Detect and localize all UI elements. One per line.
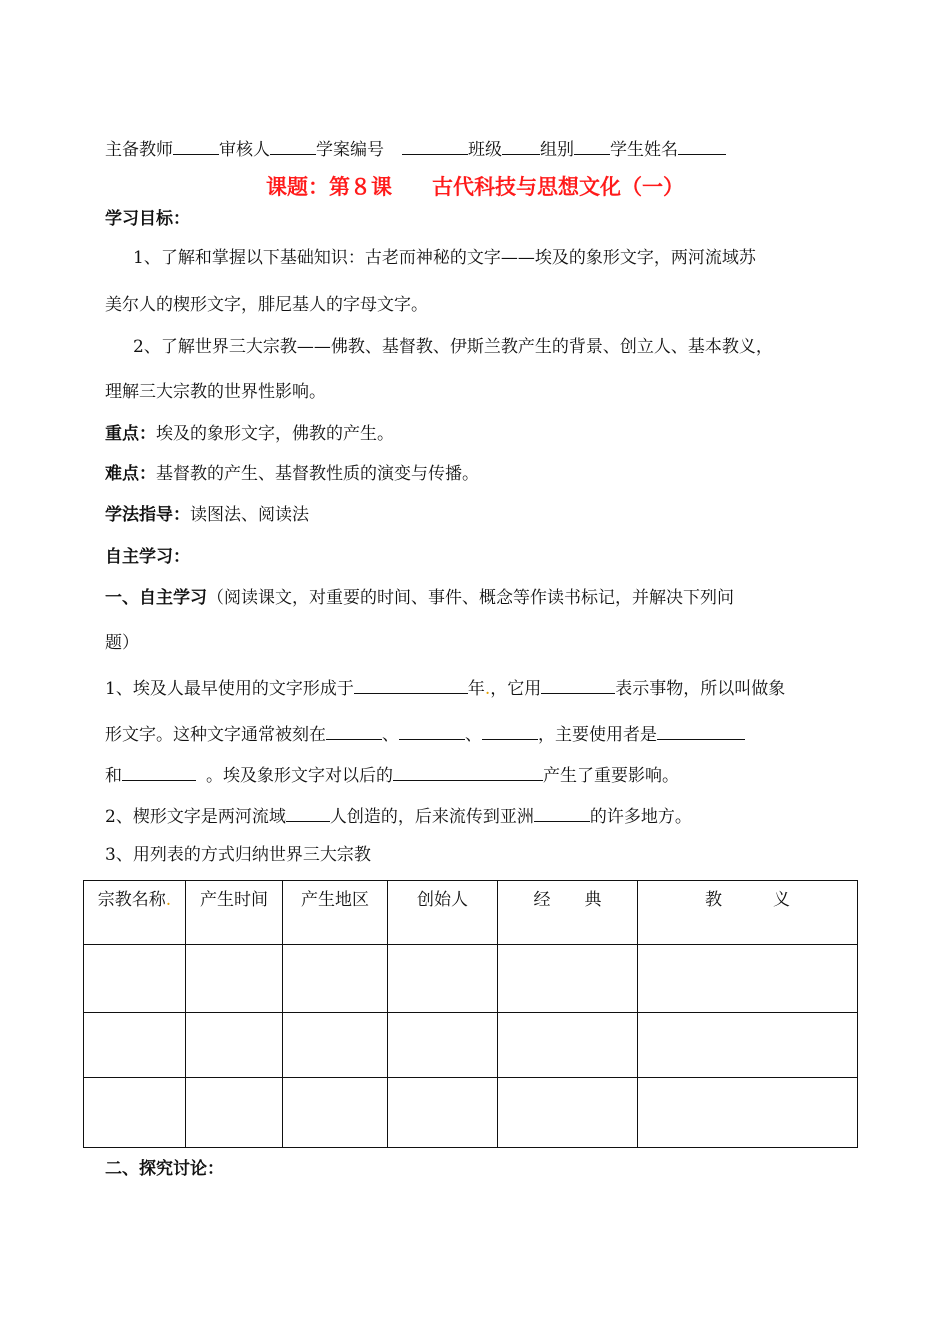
table-cell[interactable]: [638, 1013, 858, 1078]
q2-people-blank[interactable]: [286, 803, 330, 822]
section-1-note: （阅读课文，对重要的时间、事件、概念等作读书标记，并解决下列问: [207, 588, 734, 608]
class-blank[interactable]: [502, 136, 540, 155]
table-cell[interactable]: [84, 1013, 186, 1078]
table-cell[interactable]: [498, 1013, 638, 1078]
table-cell[interactable]: [638, 1078, 858, 1148]
table-cell[interactable]: [84, 945, 186, 1013]
page-title: [0, 174, 950, 200]
table-cell[interactable]: [186, 1013, 283, 1078]
q1-material-blank-1[interactable]: [326, 721, 382, 740]
q1-user-blank-1[interactable]: [657, 721, 745, 740]
key-point-text: 埃及的象形文字，佛教的产生。: [156, 424, 394, 444]
q1-symbol-blank[interactable]: [541, 675, 615, 694]
difficulty-label: 难点：: [105, 464, 156, 484]
table-row: [84, 945, 858, 1013]
header-founder: 创始人: [388, 881, 498, 945]
table-cell[interactable]: [84, 1078, 186, 1148]
group-blank[interactable]: [574, 136, 610, 155]
header-religion-name: 宗教名称.: [84, 881, 186, 945]
difficulty: [105, 463, 479, 485]
table-row: [84, 1013, 858, 1078]
header-line: [105, 136, 726, 161]
table-cell[interactable]: [283, 1078, 388, 1148]
q1-material-blank-2[interactable]: [399, 721, 465, 740]
teacher-blank[interactable]: [173, 136, 219, 155]
objective-1-line-2: 美尔人的楔形文字，腓尼基人的字母文字。: [105, 295, 428, 315]
table-cell[interactable]: [186, 945, 283, 1013]
table-cell[interactable]: [283, 945, 388, 1013]
q1-material-blank-3[interactable]: [482, 721, 538, 740]
q1-influence-blank[interactable]: [393, 762, 543, 781]
question-1-line-1: 1、埃及人最早使用的文字形成于 年.，它用 表示事物，所以叫做象: [105, 675, 785, 700]
title-topic: 古代科技与思想文化（一）: [432, 175, 684, 199]
key-point-label: 重点：: [105, 424, 156, 444]
table-cell[interactable]: [388, 1013, 498, 1078]
case-no-blank[interactable]: [402, 136, 468, 155]
method-text: 读图法、阅读法: [190, 505, 309, 525]
objective-2-line-2: 理解三大宗教的世界性影响。: [105, 382, 326, 402]
student-label: 学生姓名: [610, 140, 678, 160]
q1-year-blank[interactable]: [354, 675, 468, 694]
class-label: 班级: [468, 140, 502, 160]
reviewer-label: 审核人: [219, 140, 270, 160]
objectives-heading: 学习目标：: [105, 209, 190, 229]
table-row: [84, 1078, 858, 1148]
teacher-label: 主备教师: [105, 140, 173, 160]
table-header-row: [84, 881, 858, 945]
discussion-heading: 二、探究讨论：: [105, 1159, 224, 1179]
question-1-line-3: 和 。埃及象形文字对以后的 产生了重要影响。: [105, 762, 679, 787]
section-1-label: 一、自主学习: [105, 588, 207, 608]
reviewer-blank[interactable]: [270, 136, 316, 155]
method-label: 学法指导：: [105, 505, 190, 525]
title-lesson: 课题：第８课: [266, 175, 392, 199]
key-point: [105, 423, 394, 445]
header-origin-region: 产生地区: [283, 881, 388, 945]
religion-table: [83, 880, 858, 1148]
table-cell[interactable]: [388, 1078, 498, 1148]
header-scripture: 经 典: [498, 881, 638, 945]
self-study-heading: 自主学习：: [105, 547, 190, 567]
q2-region-blank[interactable]: [534, 803, 590, 822]
group-label: 组别: [540, 140, 574, 160]
section-1-line-2: 题）: [105, 633, 139, 653]
table-cell[interactable]: [638, 945, 858, 1013]
question-1-line-2: 形文字。这种文字通常被刻在 、 、 ，主要使用者是: [105, 721, 745, 746]
table-cell[interactable]: [283, 1013, 388, 1078]
table-cell[interactable]: [498, 945, 638, 1013]
header-doctrine: 教 义: [638, 881, 858, 945]
table-cell[interactable]: [388, 945, 498, 1013]
objective-1-line-1: 1、了解和掌握以下基础知识：古老而神秘的文字——埃及的象形文字，两河流域苏: [133, 248, 756, 268]
q1-user-blank-2[interactable]: [122, 762, 196, 781]
table-cell[interactable]: [498, 1078, 638, 1148]
case-no-label: 学案编号: [316, 140, 384, 160]
table-cell[interactable]: [186, 1078, 283, 1148]
question-2: 2、楔形文字是两河流域 人创造的，后来流传到亚洲 的许多地方。: [105, 803, 692, 828]
student-blank[interactable]: [678, 136, 726, 155]
question-3: 3、用列表的方式归纳世界三大宗教: [105, 845, 371, 865]
header-origin-time: 产生时间: [186, 881, 283, 945]
method: [105, 504, 309, 526]
objective-2-line-1: 2、了解世界三大宗教——佛教、基督教、伊斯兰教产生的背景、创立人、基本教义，: [133, 337, 773, 357]
difficulty-text: 基督教的产生、基督教性质的演变与传播。: [156, 464, 479, 484]
section-1-line-1: [105, 587, 734, 609]
